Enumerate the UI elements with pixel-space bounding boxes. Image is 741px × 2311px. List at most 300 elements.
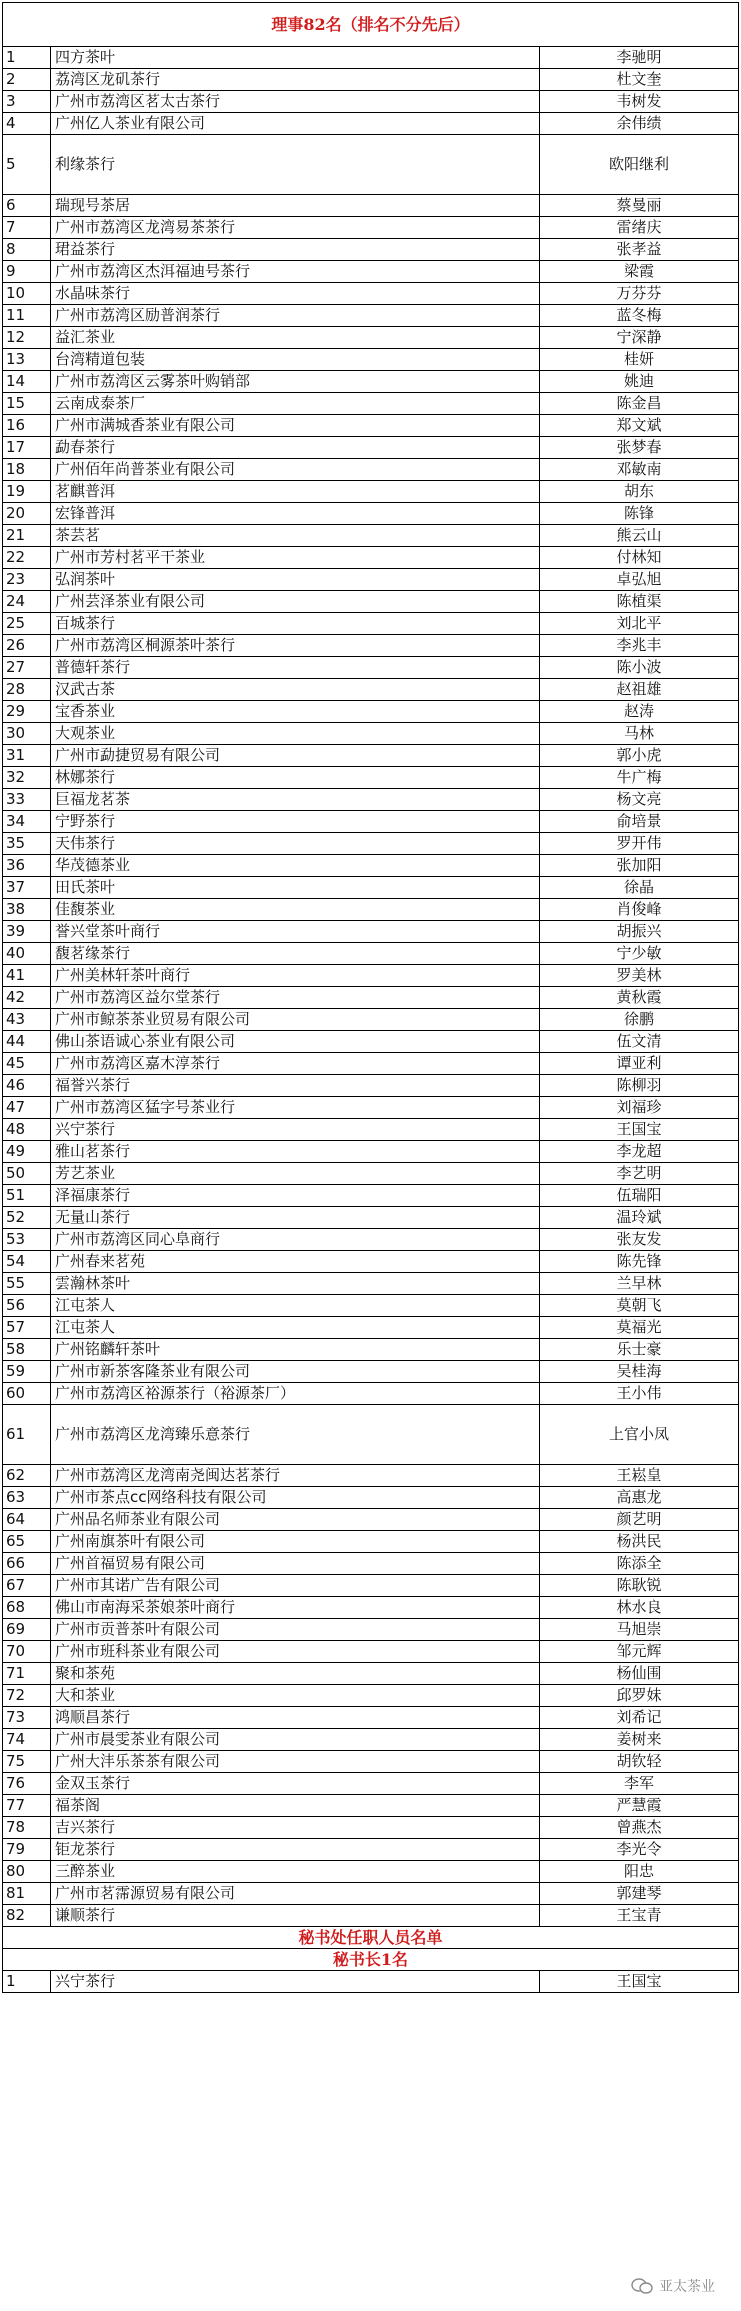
company-name: 江屯茶人: [51, 1317, 540, 1338]
table-row: [2, 657, 739, 679]
row-number: 62: [3, 1465, 51, 1486]
person-name: 王国宝: [616, 1120, 662, 1138]
table-row: [2, 135, 739, 195]
row-number: 30: [3, 723, 51, 744]
row-number: 56: [3, 1295, 51, 1316]
company-name: 广州市荔湾区裕源茶行（裕源茶厂）: [51, 1383, 540, 1404]
table-row: [2, 987, 739, 1009]
table-row: [2, 1207, 739, 1229]
person-name: 徐鹏: [623, 1010, 654, 1028]
company-name: 宏锋普洱: [51, 503, 540, 524]
company-name: 田氏茶叶: [51, 877, 540, 898]
person-name: 陈植渠: [616, 592, 662, 610]
company-name: 巨福龙茗茶: [51, 789, 540, 810]
table-row: [2, 1707, 739, 1729]
row-number: 9: [3, 261, 51, 282]
row-number: 16: [3, 415, 51, 436]
table-row: [2, 393, 739, 415]
row-number: 47: [3, 1097, 51, 1118]
table-row: [2, 1619, 739, 1641]
company-name: 广州市贡普茶叶有限公司: [51, 1619, 540, 1640]
table-row: [2, 1163, 739, 1185]
company-name: 芳艺茶业: [51, 1163, 540, 1184]
row-number: 58: [3, 1339, 51, 1360]
table-row: [2, 1663, 739, 1685]
row-number: 2: [3, 69, 51, 90]
subsection-title: 秘书长1名: [332, 1949, 409, 1969]
person-name: 卓弘旭: [616, 570, 662, 588]
table-row: [2, 855, 739, 877]
table-row: [2, 1575, 739, 1597]
company-name: 广州佰年尚普茶业有限公司: [51, 459, 540, 480]
table-row: [2, 701, 739, 723]
table-row: [2, 921, 739, 943]
company-name: 广州市晨雯茶业有限公司: [51, 1729, 540, 1750]
row-number: 61: [3, 1405, 51, 1464]
company-name: 馥茗缘茶行: [51, 943, 540, 964]
person-name: 桂妍: [623, 350, 654, 368]
row-number: 69: [3, 1619, 51, 1640]
table-row: [2, 899, 739, 921]
table-row: [2, 283, 739, 305]
table-row: [2, 789, 739, 811]
company-name: 利缘茶行: [51, 135, 540, 194]
company-name: 广州南旗茶叶有限公司: [51, 1531, 540, 1552]
person-name: 郭小虎: [616, 746, 662, 764]
company-name: 广州市班科茶业有限公司: [51, 1641, 540, 1662]
company-name: 誉兴堂茶叶商行: [51, 921, 540, 942]
person-name: 余伟绩: [616, 114, 662, 132]
row-number: 57: [3, 1317, 51, 1338]
row-number: 38: [3, 899, 51, 920]
person-name: 邹元辉: [616, 1642, 662, 1660]
person-name: 梁霞: [623, 262, 654, 280]
company-name: 勐春茶行: [51, 437, 540, 458]
company-name: 宁野茶行: [51, 811, 540, 832]
table-row: [2, 261, 739, 283]
table-row: [2, 1597, 739, 1619]
subsection-row: [2, 1949, 739, 1971]
company-name: 广州市荔湾区龙湾南尧闽达茗茶行: [51, 1465, 540, 1486]
table-row: [2, 1405, 739, 1465]
company-name: 谦顺茶行: [51, 1905, 540, 1926]
table-row: [2, 833, 739, 855]
company-name: 广州品名师茶业有限公司: [51, 1509, 540, 1530]
company-name: 广州市荔湾区杰洱福迪号茶行: [51, 261, 540, 282]
company-name: 江屯茶人: [51, 1295, 540, 1316]
table-row: [2, 1905, 739, 1927]
person-name: 马旭崇: [616, 1620, 662, 1638]
person-name: 胡钦轻: [616, 1752, 662, 1770]
person-name: 胡振兴: [616, 922, 662, 940]
company-name: 金双玉茶行: [51, 1773, 540, 1794]
person-name: 张友发: [616, 1230, 662, 1248]
company-name: 瑞现号茶居: [51, 195, 540, 216]
company-name: 泽福康茶行: [51, 1185, 540, 1206]
table-row: [2, 239, 739, 261]
person-name: 王宝青: [616, 1906, 662, 1924]
table-row: [2, 1273, 739, 1295]
row-number: 17: [3, 437, 51, 458]
table-row: [2, 767, 739, 789]
company-name: 云南成泰茶厂: [51, 393, 540, 414]
row-number: 15: [3, 393, 51, 414]
row-number: 52: [3, 1207, 51, 1228]
table-row: [2, 591, 739, 613]
person-name: 姚迪: [623, 372, 654, 390]
table-row: [2, 569, 739, 591]
table-row: [2, 1185, 739, 1207]
row-number: 14: [3, 371, 51, 392]
row-number: 1: [3, 1971, 51, 1992]
table-title: 理事82名（排名不分先后）: [271, 14, 470, 34]
company-name: 兴宁茶行: [51, 1971, 540, 1992]
company-name: 广州春来茗苑: [51, 1251, 540, 1272]
company-name: 福茶阁: [51, 1795, 540, 1816]
person-name: 陈小波: [616, 658, 662, 676]
row-number: 43: [3, 1009, 51, 1030]
row-number: 79: [3, 1839, 51, 1860]
row-number: 44: [3, 1031, 51, 1052]
person-name: 刘福珍: [616, 1098, 662, 1116]
row-number: 48: [3, 1119, 51, 1140]
company-name: 大观茶业: [51, 723, 540, 744]
table-row: [2, 91, 739, 113]
person-name: 刘希记: [616, 1708, 662, 1726]
person-name: 温玲斌: [616, 1208, 662, 1226]
table-row: [2, 1861, 739, 1883]
person-name: 熊云山: [616, 526, 662, 544]
row-number: 60: [3, 1383, 51, 1404]
company-name: 广州市荔湾区猛字号茶业行: [51, 1097, 540, 1118]
company-name: 吉兴茶行: [51, 1817, 540, 1838]
row-number: 35: [3, 833, 51, 854]
row-number: 53: [3, 1229, 51, 1250]
table-row: [2, 1361, 739, 1383]
table-row: [2, 1251, 739, 1273]
person-name: 韦树发: [616, 92, 662, 110]
company-name: 天伟茶行: [51, 833, 540, 854]
table-row: [2, 195, 739, 217]
person-name: 陈耿锐: [616, 1576, 662, 1594]
row-number: 34: [3, 811, 51, 832]
company-name: 广州首福贸易有限公司: [51, 1553, 540, 1574]
person-name: 蓝冬梅: [616, 306, 662, 324]
person-name: 张梦春: [616, 438, 662, 456]
row-number: 71: [3, 1663, 51, 1684]
company-name: 林娜茶行: [51, 767, 540, 788]
row-number: 55: [3, 1273, 51, 1294]
table-row: [2, 965, 739, 987]
person-name: 陈金昌: [616, 394, 662, 412]
company-name: 广州市其诺广告有限公司: [51, 1575, 540, 1596]
table-row: [2, 1531, 739, 1553]
company-name: 百城茶行: [51, 613, 540, 634]
row-number: 23: [3, 569, 51, 590]
table-row: [2, 1075, 739, 1097]
person-name: 邓敏南: [616, 460, 662, 478]
table-row: [2, 1509, 739, 1531]
row-number: 75: [3, 1751, 51, 1772]
person-name: 张孝益: [616, 240, 662, 258]
person-name: 徐晶: [623, 878, 654, 896]
table-row: [2, 1053, 739, 1075]
row-number: 82: [3, 1905, 51, 1926]
person-name: 欧阳继利: [608, 155, 669, 173]
person-name: 阳忠: [623, 1862, 654, 1880]
person-name: 蔡曼丽: [616, 196, 662, 214]
person-name: 宁深静: [616, 328, 662, 346]
row-number: 76: [3, 1773, 51, 1794]
table-row: [2, 525, 739, 547]
person-name: 张加阳: [616, 856, 662, 874]
company-name: 华茂德茶业: [51, 855, 540, 876]
person-name: 杨洪民: [616, 1532, 662, 1550]
row-number: 19: [3, 481, 51, 502]
table-row: [2, 1097, 739, 1119]
person-name: 俞培景: [616, 812, 662, 830]
table-row: [2, 459, 739, 481]
table-row: [2, 481, 739, 503]
row-number: 50: [3, 1163, 51, 1184]
row-number: 39: [3, 921, 51, 942]
company-name: 茗麒普洱: [51, 481, 540, 502]
row-number: 8: [3, 239, 51, 260]
row-number: 41: [3, 965, 51, 986]
row-number: 25: [3, 613, 51, 634]
row-number: 70: [3, 1641, 51, 1662]
row-number: 32: [3, 767, 51, 788]
row-number: 72: [3, 1685, 51, 1706]
company-name: 广州市鲸茶茶业贸易有限公司: [51, 1009, 540, 1030]
person-name: 杜文奎: [616, 70, 662, 88]
table-row: [2, 1229, 739, 1251]
wechat-icon: [631, 2278, 653, 2294]
row-number: 78: [3, 1817, 51, 1838]
company-name: 大和茶业: [51, 1685, 540, 1706]
company-name: 广州铭麟轩茶叶: [51, 1339, 540, 1360]
table-row: [2, 1119, 739, 1141]
company-name: 水晶味茶行: [51, 283, 540, 304]
table-row: [2, 69, 739, 91]
person-name: 王小伟: [616, 1384, 662, 1402]
table-row: [2, 1383, 739, 1405]
table-row: [2, 745, 739, 767]
table-row: [2, 371, 739, 393]
table-row: [2, 305, 739, 327]
table-row: [2, 1751, 739, 1773]
company-name: 福誉兴茶行: [51, 1075, 540, 1096]
company-name: 广州市勐捷贸易有限公司: [51, 745, 540, 766]
table-title-row: [2, 3, 739, 47]
person-name: 雷绪庆: [616, 218, 662, 236]
table-row: [2, 635, 739, 657]
row-number: 40: [3, 943, 51, 964]
person-name: 赵祖雄: [616, 680, 662, 698]
company-name: 雲瀚林茶叶: [51, 1273, 540, 1294]
company-name: 台湾精道包装: [51, 349, 540, 370]
row-number: 10: [3, 283, 51, 304]
person-name: 谭亚利: [616, 1054, 662, 1072]
table-row: [2, 679, 739, 701]
table-row: [2, 1817, 739, 1839]
row-number: 31: [3, 745, 51, 766]
company-name: 益汇茶业: [51, 327, 540, 348]
table-row: [2, 1883, 739, 1905]
watermark: [631, 2276, 715, 2296]
row-number: 26: [3, 635, 51, 656]
person-name: 赵涛: [623, 702, 654, 720]
person-name: 肖俊峰: [616, 900, 662, 918]
company-name: 广州市荔湾区云雾茶叶购销部: [51, 371, 540, 392]
company-name: 广州市满城香茶业有限公司: [51, 415, 540, 436]
company-name: 广州芸泽茶业有限公司: [51, 591, 540, 612]
row-number: 6: [3, 195, 51, 216]
row-number: 27: [3, 657, 51, 678]
row-number: 24: [3, 591, 51, 612]
row-number: 66: [3, 1553, 51, 1574]
person-name: 罗美林: [616, 966, 662, 984]
person-name: 高惠龙: [616, 1488, 662, 1506]
person-name: 姜树来: [616, 1730, 662, 1748]
table-row: [2, 1795, 739, 1817]
table-row: [2, 437, 739, 459]
person-name: 伍瑞阳: [616, 1186, 662, 1204]
row-number: 73: [3, 1707, 51, 1728]
company-name: 无量山茶行: [51, 1207, 540, 1228]
company-name: 广州市荔湾区励普润茶行: [51, 305, 540, 326]
row-number: 5: [3, 135, 51, 194]
row-number: 22: [3, 547, 51, 568]
company-name: 广州市荔湾区茗太古茶行: [51, 91, 540, 112]
table-row: [2, 1487, 739, 1509]
row-number: 29: [3, 701, 51, 722]
person-name: 郭建琴: [616, 1884, 662, 1902]
company-name: 广州市茗霈源贸易有限公司: [51, 1883, 540, 1904]
person-name: 王崧皇: [616, 1466, 662, 1484]
person-name: 邱罗妹: [616, 1686, 662, 1704]
company-name: 广州市荔湾区龙湾臻乐意茶行: [51, 1405, 540, 1464]
row-number: 67: [3, 1575, 51, 1596]
row-number: 28: [3, 679, 51, 700]
person-name: 万芬芬: [616, 284, 662, 302]
company-name: 宝香茶业: [51, 701, 540, 722]
table-row: [2, 1685, 739, 1707]
table-row: [2, 1317, 739, 1339]
row-number: 21: [3, 525, 51, 546]
row-number: 64: [3, 1509, 51, 1530]
table-row: [2, 415, 739, 437]
table-row: [2, 327, 739, 349]
company-name: 佛山茶语诚心茶业有限公司: [51, 1031, 540, 1052]
person-name: 莫福光: [616, 1318, 662, 1336]
company-name: 珺益茶行: [51, 239, 540, 260]
company-name: 兴宁茶行: [51, 1119, 540, 1140]
row-number: 11: [3, 305, 51, 326]
table-row: [2, 1295, 739, 1317]
section-title: 秘书处任职人员名单: [298, 1927, 443, 1947]
company-name: 茶芸茗: [51, 525, 540, 546]
person-name: 李光令: [616, 1840, 662, 1858]
person-name: 杨文亮: [616, 790, 662, 808]
row-number: 12: [3, 327, 51, 348]
company-name: 三醉茶业: [51, 1861, 540, 1882]
person-name: 陈先锋: [616, 1252, 662, 1270]
company-name: 广州市荔湾区嘉木淳茶行: [51, 1053, 540, 1074]
company-name: 广州市荔湾区龙湾易茶茶行: [51, 217, 540, 238]
company-name: 广州市芳村茗平干茶业: [51, 547, 540, 568]
person-name: 严慧霞: [616, 1796, 662, 1814]
company-name: 汉武古茶: [51, 679, 540, 700]
company-name: 广州市荔湾区桐源茶叶茶行: [51, 635, 540, 656]
person-name: 陈锋: [623, 504, 654, 522]
row-number: 81: [3, 1883, 51, 1904]
person-name: 李军: [623, 1774, 654, 1792]
company-name: 广州市茶点cc网络科技有限公司: [51, 1487, 540, 1508]
row-number: 80: [3, 1861, 51, 1882]
row-number: 3: [3, 91, 51, 112]
row-number: 13: [3, 349, 51, 370]
company-name: 广州美林轩茶叶商行: [51, 965, 540, 986]
row-number: 45: [3, 1053, 51, 1074]
table-row: [2, 547, 739, 569]
person-name: 吴桂海: [616, 1362, 662, 1380]
table-row: [2, 503, 739, 525]
person-name: 曾燕杰: [616, 1818, 662, 1836]
company-name: 广州市荔湾区同心阜商行: [51, 1229, 540, 1250]
person-name: 乐士豪: [616, 1340, 662, 1358]
row-number: 1: [3, 47, 51, 68]
row-number: 7: [3, 217, 51, 238]
person-name: 马林: [623, 724, 654, 742]
row-number: 77: [3, 1795, 51, 1816]
member-rows: [2, 47, 739, 1927]
row-number: 4: [3, 113, 51, 134]
company-name: 钜龙茶行: [51, 1839, 540, 1860]
person-name: 胡东: [623, 482, 654, 500]
table-row: [2, 1553, 739, 1575]
row-number: 49: [3, 1141, 51, 1162]
row-number: 63: [3, 1487, 51, 1508]
table-row: [2, 1641, 739, 1663]
company-name: 广州大沣乐茶茶有限公司: [51, 1751, 540, 1772]
company-name: 聚和茶苑: [51, 1663, 540, 1684]
person-name: 伍文清: [616, 1032, 662, 1050]
company-name: 佛山市南海采茶娘茶叶商行: [51, 1597, 540, 1618]
person-name: 罗开伟: [616, 834, 662, 852]
table-row: [2, 349, 739, 371]
company-name: 广州市新茶客隆茶业有限公司: [51, 1361, 540, 1382]
row-number: 74: [3, 1729, 51, 1750]
table-row: [2, 47, 739, 69]
company-name: 佳馥茶业: [51, 899, 540, 920]
person-name: 宁少敏: [616, 944, 662, 962]
table-row: [2, 1729, 739, 1751]
row-number: 36: [3, 855, 51, 876]
company-name: 雅山茗茶行: [51, 1141, 540, 1162]
table-row: [2, 877, 739, 899]
row-number: 18: [3, 459, 51, 480]
company-name: 普德轩茶行: [51, 657, 540, 678]
person-name: 李驰明: [616, 48, 662, 66]
row-number: 54: [3, 1251, 51, 1272]
person-name: 莫朝飞: [616, 1296, 662, 1314]
watermark-text: 亚太茶业: [659, 2279, 715, 2295]
table-row: [2, 1971, 739, 1993]
person-name: 李艺明: [616, 1164, 662, 1182]
table-row: [2, 1009, 739, 1031]
table-row: [2, 1773, 739, 1795]
